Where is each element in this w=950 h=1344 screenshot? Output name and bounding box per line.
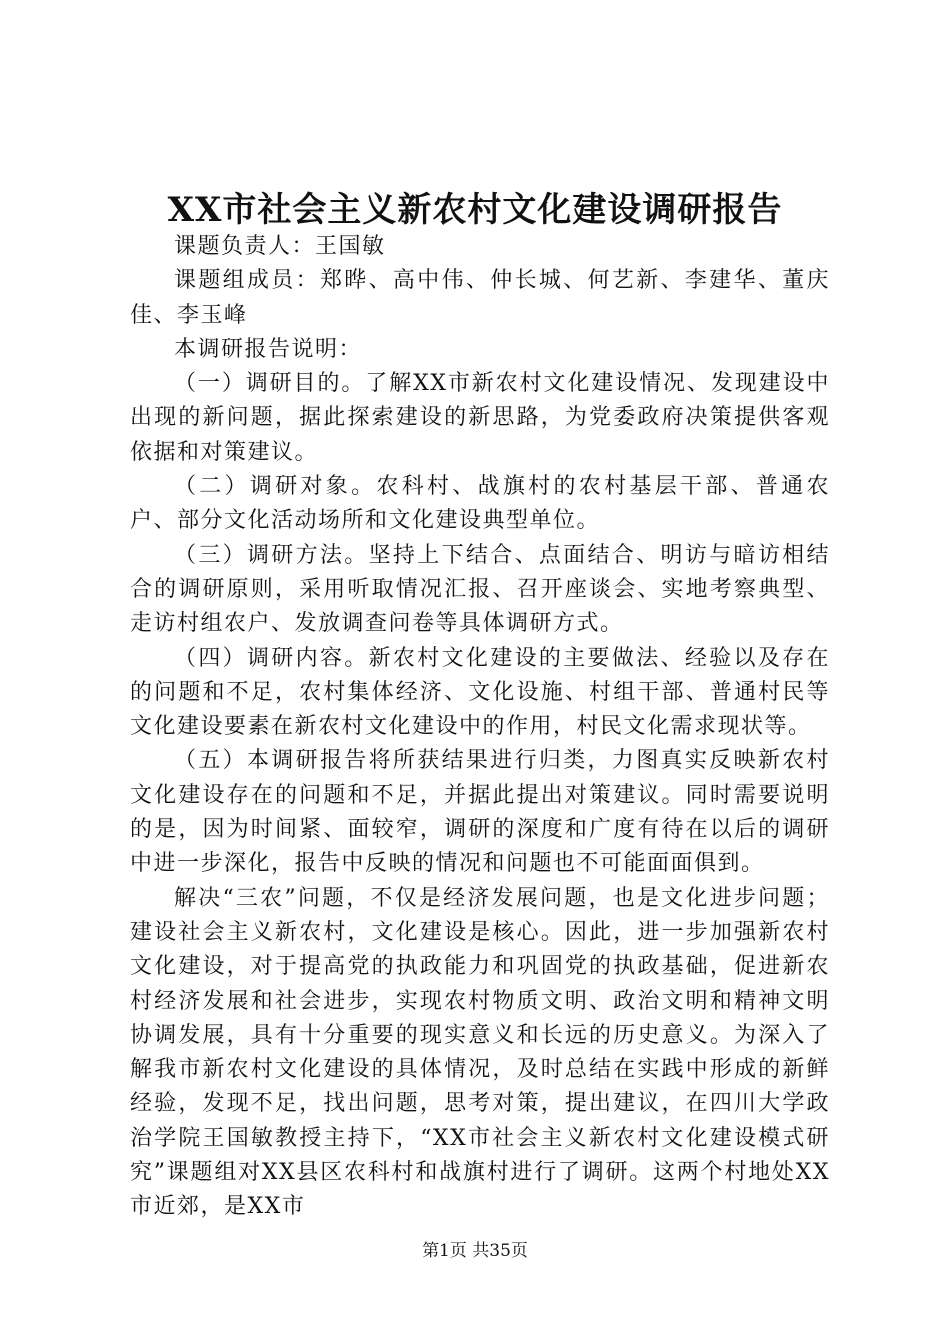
- paragraph-content: （四）调研内容。新农村文化建设的主要做法、经验以及存在的问题和不足，农村集体经济、文化设施、村组干部、普通村民等文化建设要素在新农村文化建设中的作用，村民文化需求现状等。: [130, 645, 830, 740]
- project-members-line: 课题组成员：郑晔、高中伟、仲长城、何艺新、李建华、董庆佳、李玉峰: [130, 268, 830, 328]
- paragraph-introduction: 解决“三农”问题，不仅是经济发展问题，也是文化进步问题；建设社会主义新农村，文化建设是核心。因此，进一步加强新农村文化建设，对于提高党的执政能力和巩固党的执政基础，促进新农村经济发展和社会进步，实现农村物质文明、政治文明和精神文明协调发展，具有十分重要的现实意义和长远的历史意义。为深入了解我市新农村文化建设的具体情况，及时总结在实践中形成的新鲜经验，发现不足，找出问题，思考对策，提出建议，在四川大学政治学院王国敏教授主持下，“XX市社会主义新农村文化建设模式研究”课题组对XX县区农科村和战旗村进行了调研。这两个村地处XX市近郊，是XX市: [130, 885, 830, 1220]
- document-title: XX市社会主义新农村文化建设调研报告: [167, 190, 783, 230]
- paragraph-subjects: （二）调研对象。农科村、战旗村的农村基层干部、普通农户、部分文化活动场所和文化建设典型单位。: [130, 474, 830, 534]
- paragraph-methods: （三）调研方法。坚持上下结合、点面结合、明访与暗访相结合的调研原则，采用听取情况汇报、召开座谈会、实地考察典型、走访村组农户、发放调查问卷等具体调研方式。: [130, 542, 830, 637]
- page-number-footer: 第1页 共35页: [422, 1241, 528, 1261]
- report-notes-heading: 本调研报告说明：: [174, 336, 363, 362]
- paragraph-notes: （五）本调研报告将所获结果进行归类，力图真实反映新农村文化建设存在的问题和不足，并据此提出对策建议。同时需要说明的是，因为时间紧、面较窄，调研的深度和广度有待在以后的调研中进一步深化，报告中反映的情况和问题也不可能面面俱到。: [130, 748, 830, 877]
- project-leader-line: 课题负责人：王国敏: [174, 234, 386, 259]
- paragraph-purpose: （一）调研目的。了解XX市新农村文化建设情况、发现建设中出现的新问题，据此探索建设的新思路，为党委政府决策提供客观依据和对策建议。: [130, 371, 830, 465]
- document-body: [130, 230, 830, 1225]
